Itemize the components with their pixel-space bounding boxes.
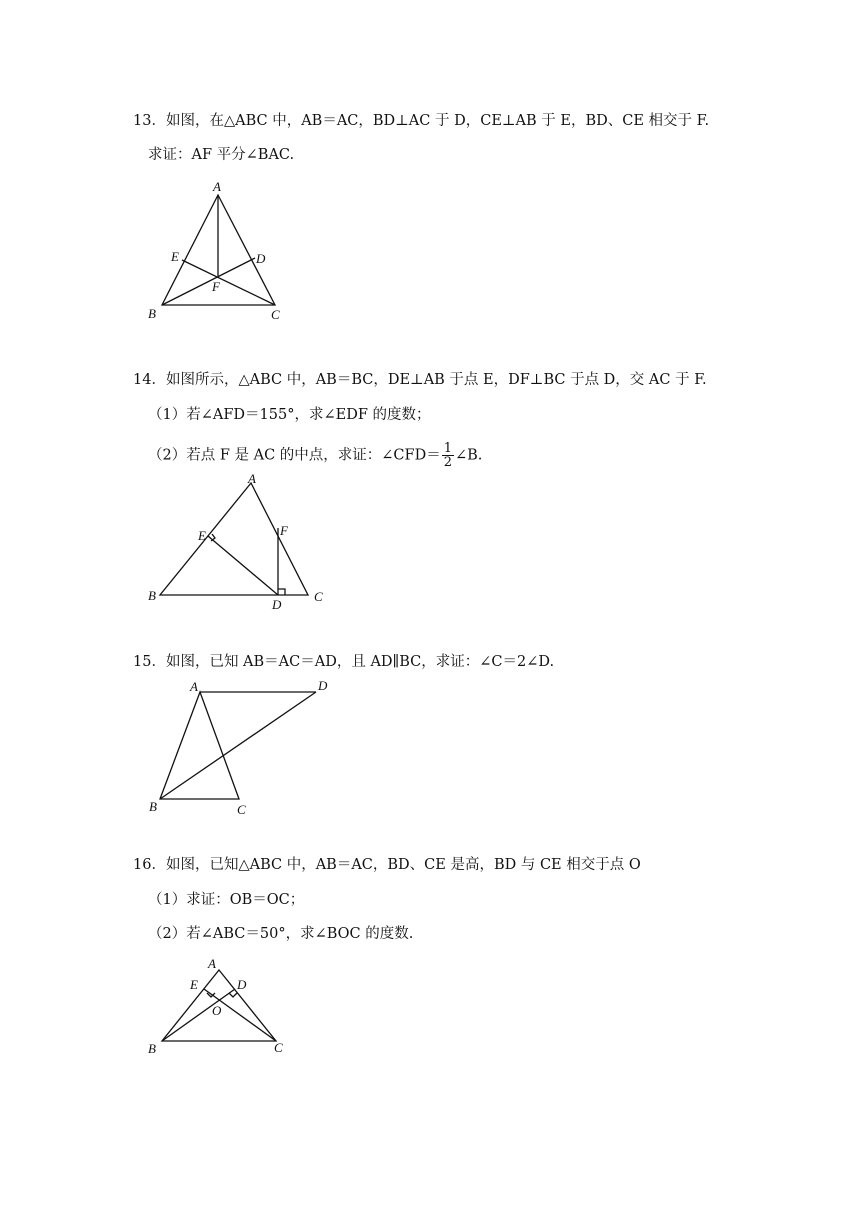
triangle-abc [160, 692, 239, 799]
label-d: D [272, 597, 282, 612]
label-e: E [190, 977, 198, 992]
fraction-numerator: 1 [443, 441, 452, 456]
label-f: F [280, 523, 288, 538]
label-b: B [148, 306, 156, 321]
problem-14-part2-tail: ∠B. [455, 447, 483, 464]
problem-13-statement: 13．如图，在△ABC 中，AB＝AC，BD⊥AC 于 D，CE⊥AB 于 E，BD、CE 相交于 F. [133, 113, 710, 129]
problem-16-figure [140, 952, 300, 1062]
label-d: D [256, 251, 266, 266]
label-d: D [318, 678, 328, 693]
label-c: C [274, 1040, 283, 1055]
label-e: E [198, 528, 206, 543]
label-b: B [148, 1041, 156, 1056]
label-o: O [212, 1003, 222, 1018]
problem-14-part2-text: （2）若点 F 是 AC 的中点，求证：∠CFD＝ [148, 447, 441, 464]
problem-14-figure [140, 470, 340, 615]
problem-13-figure [140, 175, 300, 330]
fraction-denominator: 2 [443, 455, 452, 470]
right-angle-mark-d [278, 589, 285, 595]
label-c: C [314, 589, 323, 604]
segment-bd [162, 989, 235, 1041]
label-b: B [149, 799, 157, 814]
label-d: D [237, 977, 247, 992]
problem-14-statement: 14．如图所示，△ABC 中，AB＝BC，DE⊥AB 于点 E，DF⊥BC 于点 D，交 AC 于 F. [133, 372, 707, 388]
segment-bd [160, 692, 316, 799]
label-c: C [271, 307, 280, 322]
problem-16-statement: 16．如图，已知△ABC 中，AB＝AC，BD、CE 是高，BD 与 CE 相交于点 O [133, 857, 641, 873]
fraction-one-half [442, 442, 454, 469]
right-angle-mark-d [229, 993, 237, 997]
segment-ce [182, 260, 275, 305]
right-angle-mark-e [211, 534, 215, 541]
label-b: B [148, 588, 156, 603]
label-a: A [213, 179, 221, 194]
label-e: E [171, 249, 179, 264]
problem-15-figure [140, 675, 340, 820]
segment-bd [162, 258, 255, 305]
problem-14-part2 [148, 442, 482, 469]
problem-15-statement: 15．如图，已知 AB＝AC＝AD，且 AD∥BC，求证：∠C＝2∠D. [133, 654, 555, 670]
problem-14-part1: （1）若∠AFD＝155°，求∠EDF 的度数； [148, 407, 431, 423]
problem-16-part2: （2）若∠ABC＝50°，求∠BOC 的度数. [148, 926, 414, 942]
triangle-abc [160, 483, 308, 595]
problem-16-part1: （1）求证：OB＝OC； [148, 892, 305, 908]
label-f: F [212, 279, 220, 294]
label-a: A [208, 956, 216, 971]
label-a: A [248, 471, 256, 486]
problem-13-question: 求证：AF 平分∠BAC. [148, 147, 295, 163]
label-a: A [190, 679, 198, 694]
label-c: C [237, 802, 246, 817]
segment-de [208, 536, 278, 595]
